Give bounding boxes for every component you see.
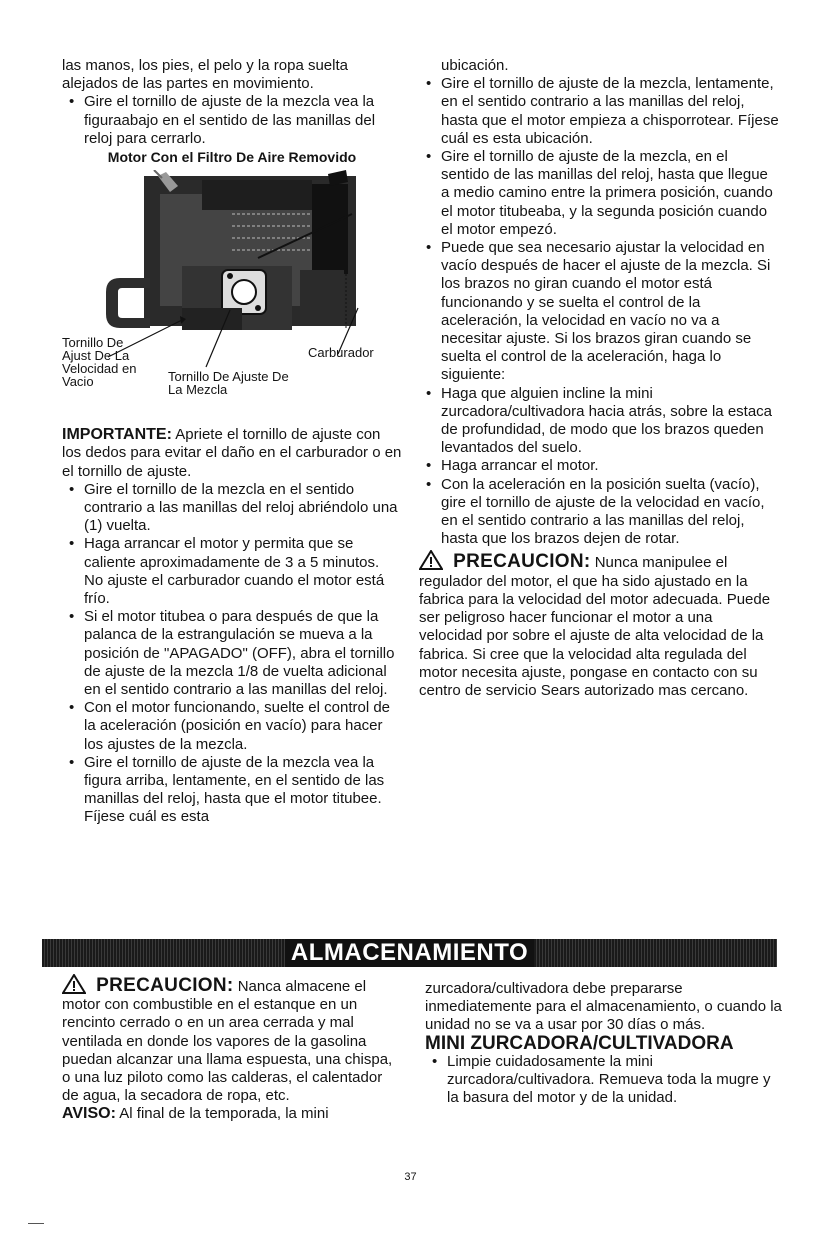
mixture-screw-label: Tornillo De Ajuste De La Mezcla xyxy=(168,369,289,398)
list-item: • Gire el tornillo de ajuste de la mezcla, lentamente, en el sentido contrario a las manillas del reloj, hasta que el motor empieza a chisporrotear. Fíjese cuál es esta ubicación. xyxy=(419,75,779,148)
divider xyxy=(28,1223,44,1224)
bullet-list-top xyxy=(62,93,402,148)
mini-tiller-heading: MINI ZURCADORA/CULTIVADORA xyxy=(425,1032,734,1054)
list-item: • Gire el tornillo de la mezcla en el sentido contrario a las manillas del reloj abriéndolo una (1) vuelta. xyxy=(62,481,402,536)
aviso-text: Al final de la temporada, la mini xyxy=(119,1105,329,1123)
left-column xyxy=(62,57,402,827)
section-banner xyxy=(42,939,777,967)
important-label: IMPORTANTE: xyxy=(62,426,172,444)
important-text: Apriete el tornillo de ajuste con los dedos para evitar el daño en el carburador o en el tornillo de ajuste. xyxy=(62,426,402,480)
bullet-list-left xyxy=(62,481,402,827)
storage-left-column xyxy=(62,974,402,1124)
list-item: • Haga arrancar el motor y permita que se caliente aproximadamente de 3 a 5 minutos. No ajuste el carburador cuando el motor está frío. xyxy=(62,535,402,608)
list-item: • Gire el tornillo de ajuste de la mezcla vea la figura arriba, lentamente, en el sentido de las manillas del reloj, hasta que el motor titubee. Fíjese cuál es esta xyxy=(62,754,402,827)
warning-triangle-icon xyxy=(419,550,443,570)
caution-label: PRECAUCION: xyxy=(453,551,591,573)
page-number: 37 xyxy=(404,1171,417,1183)
list-item: • Puede que sea necesario ajustar la velocidad en vacío después de hacer el ajuste de la mezcla. Si los brazos no giran cuando el motor está funcionando y se suelta el control de la aceleración, la velocidad en vacío no va a necesitar ajuste. Si los brazos giran cuando se suelta el control de la aceleración, haga lo siguiente: xyxy=(419,239,779,385)
storage-continued-text: zurcadora/cultivadora debe prepararse inmediatemente para el almacenamiento, o cuando la unidad no se va a usar por 30 días o más. xyxy=(425,980,782,1034)
figure-title: Motor Con el Filtro De Aire Removido xyxy=(107,149,357,166)
carburetor-label: Carburador xyxy=(308,345,374,361)
caution-text: Nunca manipulee el regulador del motor, el que ha sido ajustado en la fabrica para la velocidad del motor adecuada. Puede ser peligroso hacer funcionar el motor a una velocidad por sobre el ajuste de alta velocidad de la fabrica. Si cree que la velocidad alta regulada del motor necesita ajuste, pongase en contacto con su centro de servicio Sears autorizado mas cercano. xyxy=(419,554,771,699)
caution-text: Nanca almacene el motor con combustible en el estanque en un rencinto cerrado o en un area cerrada y mal ventilada en donde los vapores de la gasolina puedan alcanzar una llama espuesta, una chispa, o una luz piloto como las calderas, el calentador de agua, la secadora de ropa, etc. xyxy=(62,978,393,1105)
section-title: ALMACENAMIENTO xyxy=(285,939,534,967)
aviso-paragraph xyxy=(62,1105,402,1123)
idle-speed-screw-label: Tornillo De Ajust De La Velocidad en Vacio xyxy=(62,335,137,390)
important-paragraph xyxy=(62,426,402,481)
engine-figure xyxy=(62,170,402,418)
list-item: • Haga arrancar el motor. xyxy=(419,457,779,475)
list-item: • Con el motor funcionando, suelte el control de la aceleración (posición en vacío) para hacer los ajustes de la mezcla. xyxy=(62,699,402,754)
list-item: • Si el motor titubea o para después de que la palanca de la estrangulación se mueva a la posición de "APAGADO" (OFF), abra el tornillo de ajuste de la mezcla 1/8 de vuelta adicional en el sentido contrario a las manillas del reloj. xyxy=(62,608,402,699)
bullet-list-storage xyxy=(425,1053,785,1108)
caution-paragraph xyxy=(419,550,779,700)
list-item: • Haga que alguien incline la mini zurcadora/cultivadora hacia atrás, sobre la estaca de profundidad, de modo que los brazos queden levantados del suelo. xyxy=(419,385,779,458)
storage-caution-paragraph xyxy=(62,974,402,1105)
right-column xyxy=(419,57,779,700)
list-item: • Gire el tornillo de ajuste de la mezcla vea la figuraabajo en el sentido de las manillas del reloj para cerrarlo. xyxy=(62,93,402,148)
warning-triangle-icon xyxy=(62,974,86,994)
aviso-label: AVISO: xyxy=(62,1105,116,1123)
storage-right-column xyxy=(425,980,785,1107)
intro-paragraph: las manos, los pies, el pelo y la ropa suelta alejados de las partes en movimiento. xyxy=(62,57,348,93)
list-item: • Gire el tornillo de ajuste de la mezcla, en el sentido de las manillas del reloj, hasta que llegue a medio camino entre la primera posición, cuando el motor titubeaba, y la segunda posición cuando el motor empezó. xyxy=(419,148,779,239)
caution-label: PRECAUCION: xyxy=(96,975,234,996)
bullet-list-right xyxy=(419,75,779,548)
list-item: • Con la aceleración en la posición suelta (vacío), gire el tornillo de ajuste de la velocidad en vacío, en el sentido contrario a las manillas del reloj, hasta que los brazos dejen de rotar. xyxy=(419,476,779,549)
list-item: • Limpie cuidadosamente la mini zurcadora/cultivadora. Remueva toda la mugre y la basura del motor y de la unidad. xyxy=(425,1053,785,1108)
continued-text: ubicación. xyxy=(441,57,509,74)
